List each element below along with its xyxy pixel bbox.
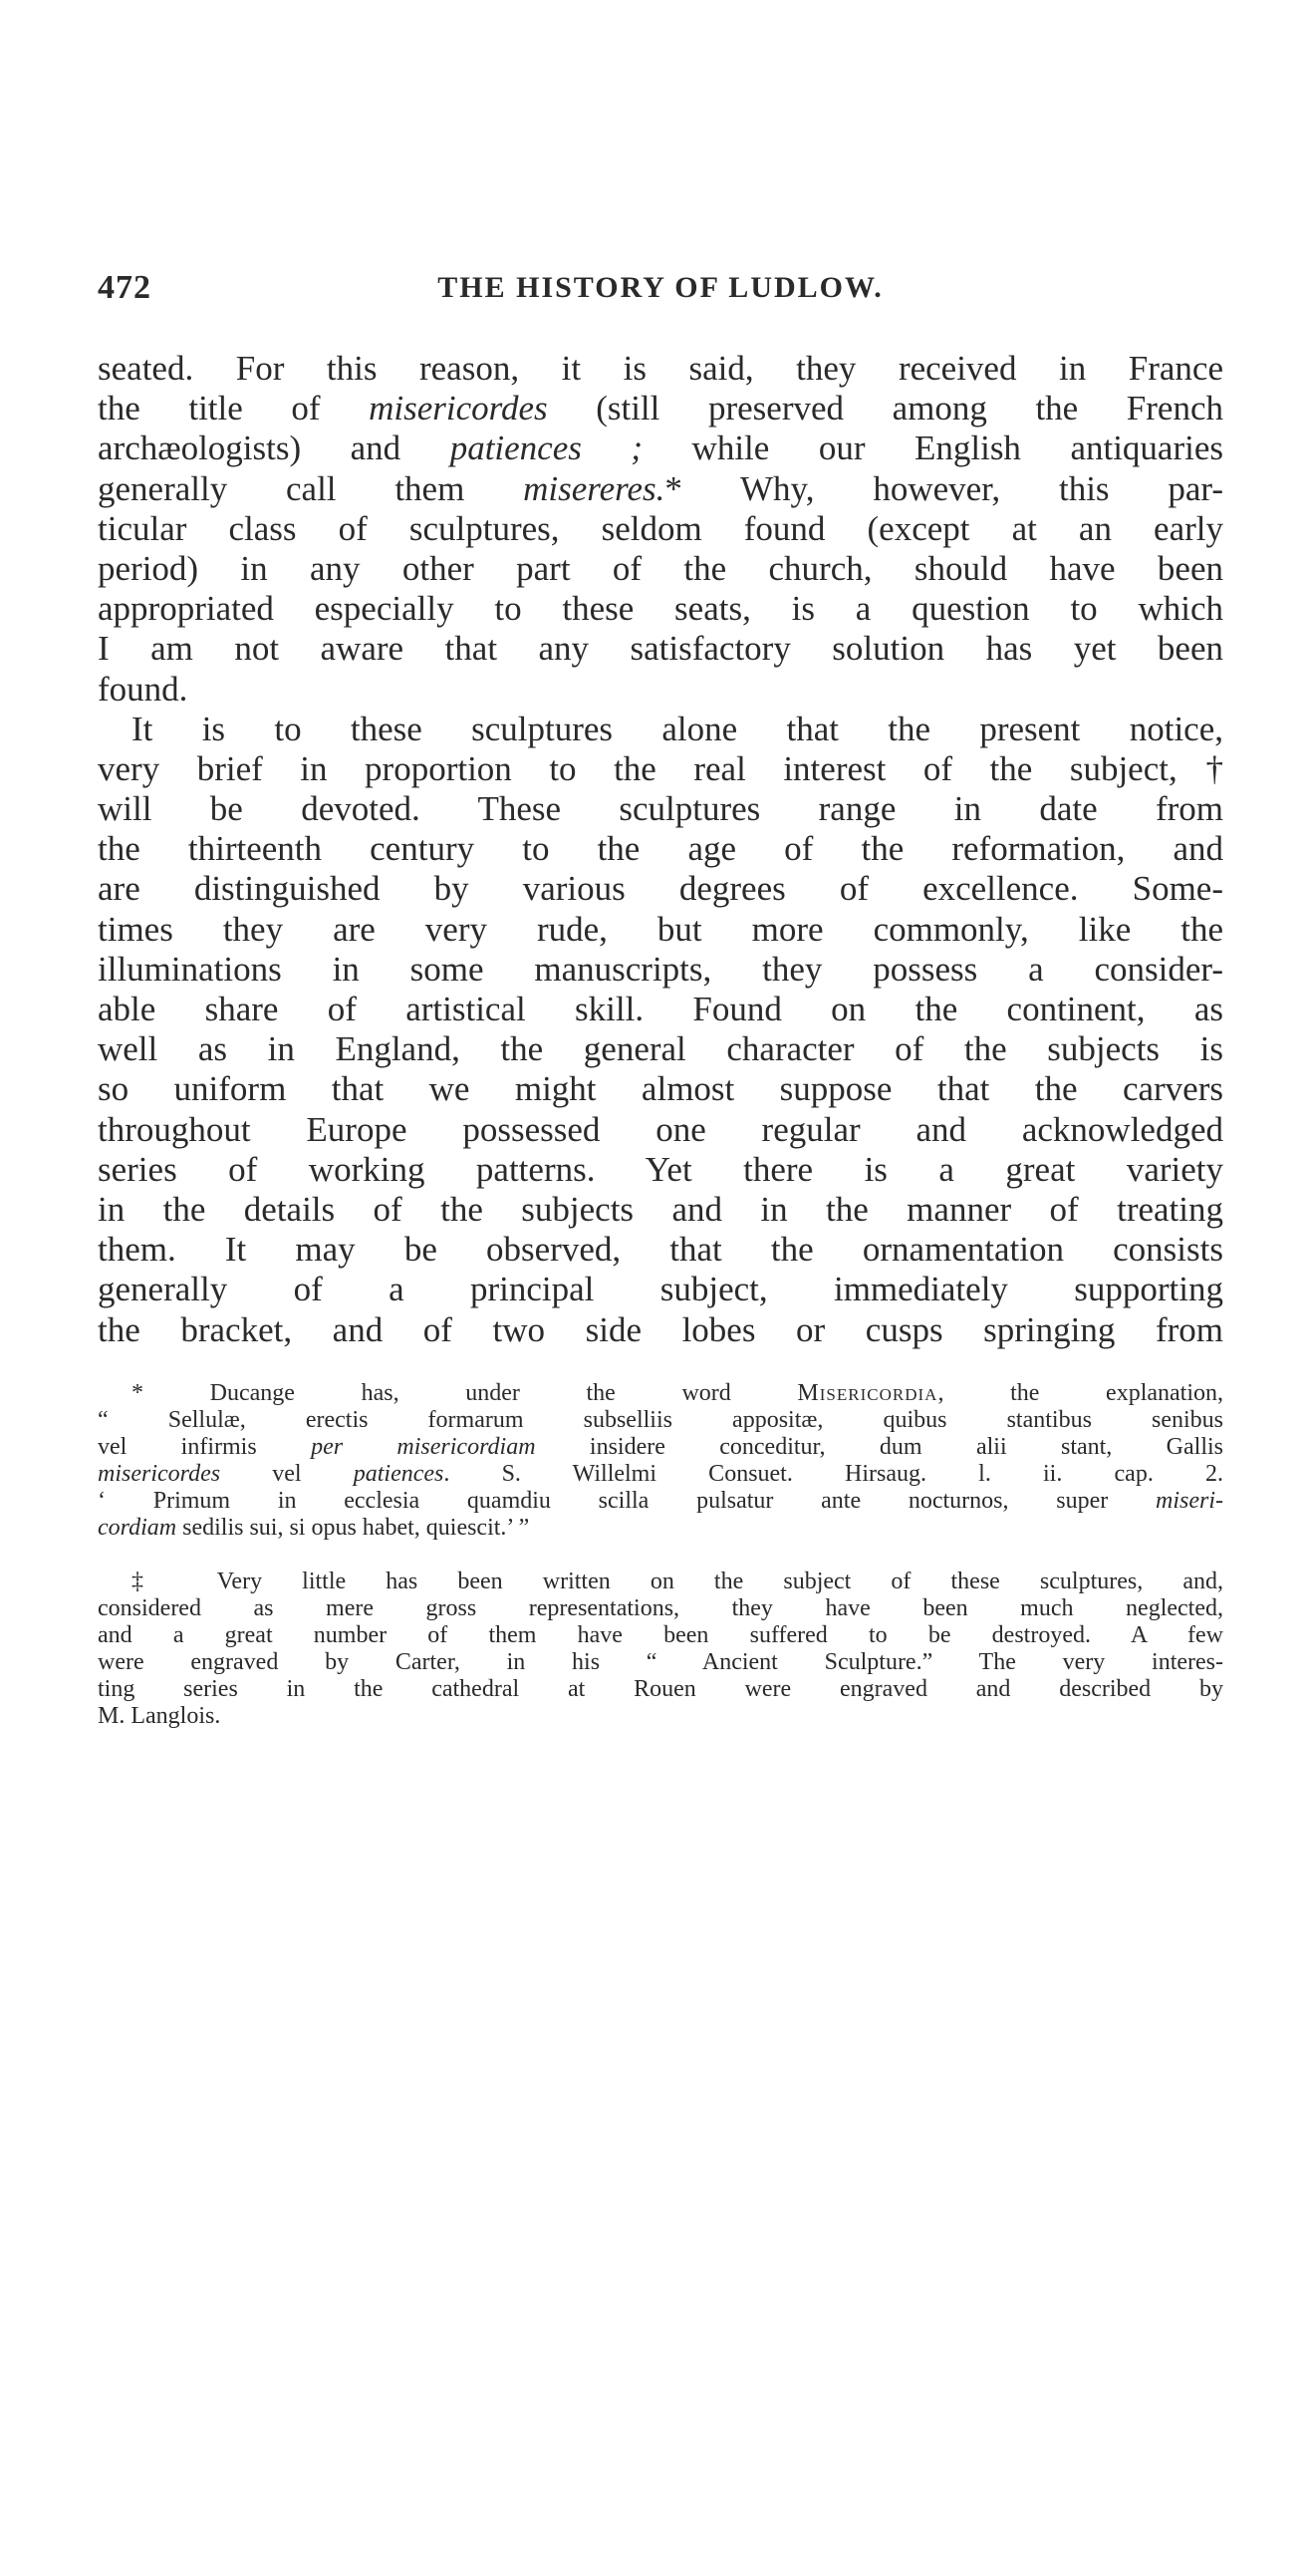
italic-term: miseri-	[1156, 1488, 1223, 1514]
italic-term: patiences ;	[449, 429, 644, 468]
text-line: the bracket, and of two side lobes or cusps springing from	[98, 1309, 1223, 1349]
italic-term: misereres.	[523, 468, 665, 508]
text-line: are distinguished by various degrees of excellence. Some-	[98, 869, 1223, 909]
italic-term: per misericordiam	[311, 1434, 536, 1460]
text-line: will be devoted. These sculptures range in date from	[98, 789, 1223, 829]
footnote-line: were engraved by Carter, in his “ Ancient Sculpture.” The very interes-	[98, 1649, 1223, 1675]
footnote-line: considered as mere gross representations, they have been much neglected,	[98, 1595, 1223, 1621]
text-line: times they are very rude, but more commonly, like the	[98, 909, 1223, 949]
text-line: so uniform that we might almost suppose that the carvers	[98, 1069, 1223, 1109]
text-line: seated. For this reason, it is said, they received in France	[98, 349, 1223, 388]
small-caps-term: Misericordia	[797, 1380, 938, 1406]
footnote-line: and a great number of them have been suffered to be destroyed. A few	[98, 1622, 1223, 1648]
footnote-line: ting series in the cathedral at Rouen were engraved and described by	[98, 1676, 1223, 1702]
text-line: generally call them misereres.* Why, however, this par-	[98, 468, 1223, 508]
text-line: generally of a principal subject, immediately supporting	[98, 1270, 1223, 1309]
page-number: 472	[98, 269, 151, 306]
text-line: the thirteenth century to the age of the reformation, and	[98, 829, 1223, 869]
footnote-line: vel infirmis per misericordiam insidere conceditur, dum alii stant, Gallis	[98, 1434, 1224, 1460]
text-line: period) in any other part of the church, should have been	[98, 548, 1223, 588]
text-line: the title of misericordes (still preserved among the French	[98, 389, 1223, 429]
text-line: appropriated especially to these seats, is a question to which	[98, 589, 1223, 629]
footnote-line: M. Langlois.	[98, 1703, 221, 1729]
italic-term: misericordes	[98, 1461, 221, 1487]
text-line: series of working patterns. Yet there is a great variety	[98, 1149, 1223, 1189]
footnote-line: cordiam sedilis sui, si opus habet, quiescit.’ ”	[98, 1515, 530, 1541]
text-line: found.	[98, 669, 188, 709]
text-line: in the details of the subjects and in the manner of treating	[98, 1189, 1223, 1229]
text-line: able share of artistical skill. Found on the continent, as	[98, 990, 1223, 1028]
text-line: archæologists) and patiences ; while our English antiquaries	[98, 429, 1223, 468]
italic-term: cordiam	[98, 1515, 177, 1541]
text-line: them. It may be observed, that the ornamentation consists	[98, 1230, 1223, 1270]
footnote-line: misericordes vel patiences. S. Willelmi Consuet. Hirsaug. l. ii. cap. 2.	[98, 1461, 1223, 1487]
text-line: I am not aware that any satisfactory solution has yet been	[98, 629, 1223, 669]
footnote-line: “ Sellulæ, erectis formarum subselliis appositæ, quibus stantibus senibus	[98, 1407, 1223, 1433]
main-text	[98, 349, 1223, 1350]
text-line: well as in England, the general character of the subjects is	[98, 1029, 1223, 1069]
running-title: THE HISTORY OF LUDLOW.	[437, 271, 884, 304]
text-line: throughout Europe possessed one regular and acknowledged	[98, 1109, 1223, 1149]
footnotes	[98, 1380, 1223, 1730]
footnote-line: ‘ Primum in ecclesia quamdiu scilla pulsatur ante nocturnos, super miseri-	[98, 1488, 1223, 1514]
footnote-line: * Ducange has, under the word Misericordia, the explanation,	[131, 1380, 1223, 1406]
text-line: very brief in proportion to the real interest of the subject,†	[98, 748, 1223, 788]
page-header	[98, 269, 1223, 329]
footnote-line: ‡ Very little has been written on the subject of these sculptures, and,	[131, 1569, 1223, 1594]
italic-term: patiences	[353, 1461, 444, 1487]
text-line: illuminations in some manuscripts, they possess a consider-	[98, 949, 1223, 989]
footnote-separator	[98, 1542, 1223, 1569]
text-line: ticular class of sculptures, seldom found (except at an early	[98, 508, 1223, 548]
paragraph-start: It is to these sculptures alone that the present notice,	[131, 709, 1223, 748]
italic-term: misericordes	[369, 389, 548, 429]
